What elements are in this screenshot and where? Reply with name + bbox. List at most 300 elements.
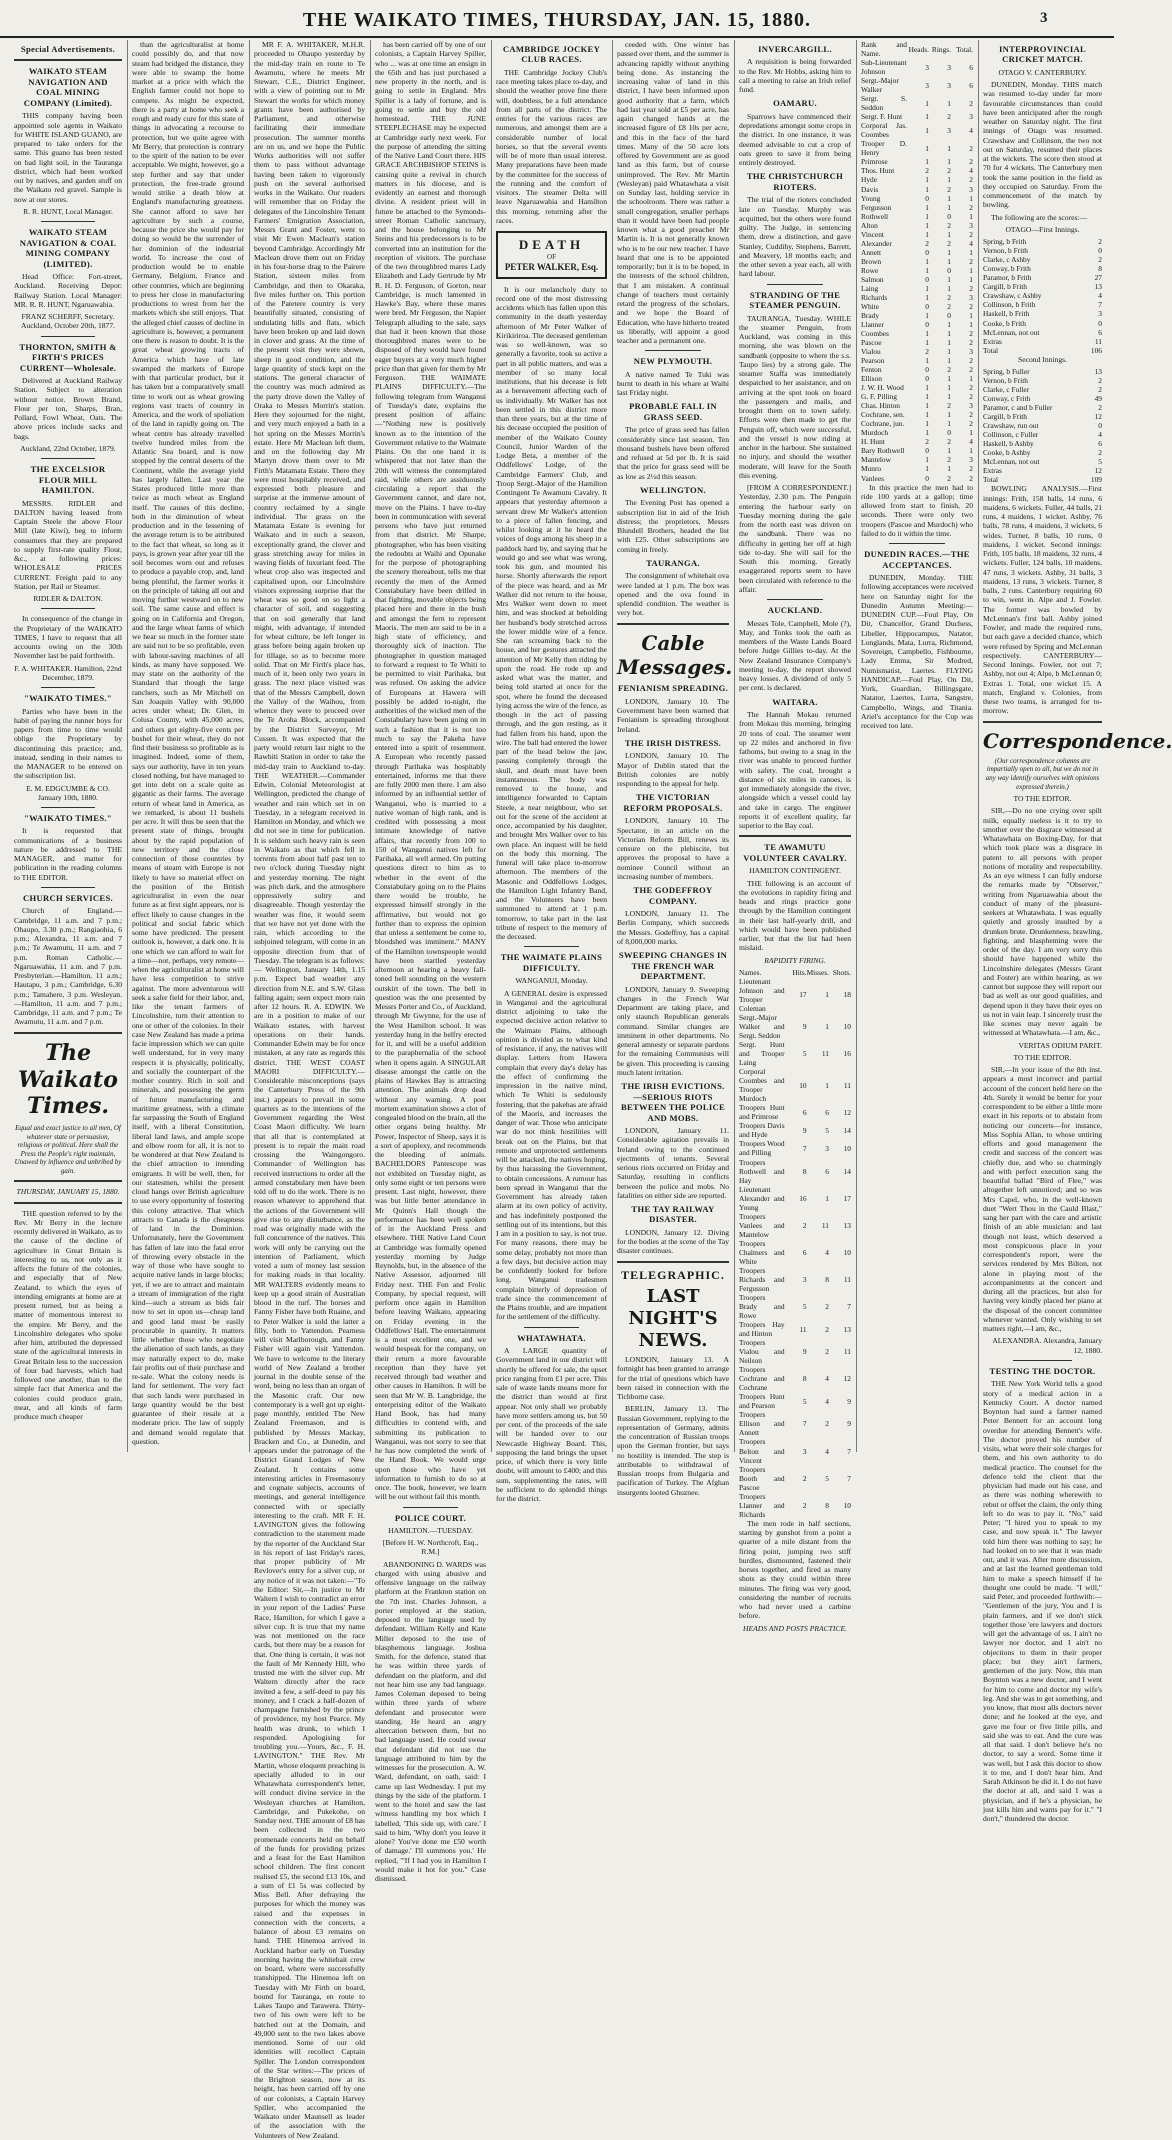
table-row xyxy=(861,112,973,121)
table-cell: 8 xyxy=(802,1166,807,1176)
table-row xyxy=(739,1320,851,1338)
table-cell: 3 xyxy=(969,401,973,411)
divider xyxy=(617,623,729,625)
table-cell: Cargill, b Frith xyxy=(983,412,1028,422)
cricket-subtitle: OTAGO V. CANTERBURY. xyxy=(998,67,1087,77)
table-row xyxy=(739,1392,851,1410)
table-cell: 6 xyxy=(825,1166,829,1176)
table-cell: 16 xyxy=(799,1193,807,1203)
table-cell: 1 xyxy=(925,202,929,212)
rapidity-firing-heading: RAPIDITY FIRING. xyxy=(764,955,826,965)
divider xyxy=(41,687,95,688)
table-cell: 1 xyxy=(825,990,829,1000)
death-name: PETER WALKER, Esq. xyxy=(504,261,599,272)
cable-body: LONDON, January 10. The Government have been warned that Fenianism is spreading throughout Ireland. xyxy=(617,696,729,734)
table-cell: Fergusson xyxy=(861,202,892,212)
table-cell: 2 xyxy=(969,392,973,402)
table-cell: Paramor, c and b Fuller xyxy=(983,403,1053,412)
table-row xyxy=(739,977,851,1013)
table-cell: Bary Rothwell xyxy=(861,446,905,456)
table-row xyxy=(861,58,973,76)
column-rule xyxy=(856,40,857,1452)
table-row xyxy=(861,185,973,194)
leader-continued: than the agriculturalist at home could possibly do, and that now steam had bridged the distance, they were able to swamp the home market at a price with which the English farmer could not hope to compete. As might be expected, there is a party at home who seek a rough and ready cure for this state of things in advocating a recourse to protection, but we quite agree with Mr Berry, that protection is contrary to the spirit of the nation to be ever acceptable. We might, however, go a step further and say that under protection, the free-trade ground would strike a death blow at England's manufacturing greatness. She cannot afford to save her agriculture by such a course, because the price she would pay for doing so would be the surrender of her dominion of the industrial world. To increase the cost of production would be to enable Germany, Belgium, France and other countries, which are beginning to press her close in manufacturing productions to wrest from her the markets which she still enjoys. That the alleged chief causes of decline in agriculture is, however, a permanent one there is reason to doubt. It is the great wheat growing tracts of America which have of late swamped the markets of Europe with that particular product, but it has taken but a comparatively small time to work out as wheat growing regions vast tracts of country in America, and the work of spoliation of the land in rapidly going on. The wheat centre has already travelled twelve hundred miles from the Atlantic Sea board, and is now stopped by the central deserts of the Continent, while the average yield has largely fallen. Last year the States produced little more than twice as much wheat as England itself. The causes of this decline, both in the diminution of wheat production and in the lessening of the average return is to be attributed to the fact that wheat, so long as it pays, is grown year after year till the soil becomes worn out and refuses to produce a payable crop, and, land being plentiful, the farmer works it on the principle of taking all out and moving further westward on to new soil. The same cause and effect is going on in California and Oregon, and the large wheat farms of which we hear so much in the former state are said not to be so profitable, even with labour-saving machines of all kinds, as many have supposed. We may state on the authority of the Standard that though the large ranchers, such as Mr Mitchell on San Joaquin Valley with 90,000 acres under wheat; Dr. Glen, in Colusa County, with 45,000 acres, and others get eighty-five cents per bushel for their wheat, they do not find their business so profitable as is imagined. Indeed, some of them, says our authority, have in ten years closed nothing, but have managed to get into debt on a scale quite as gigantic as their farms. The average return of wheat land in America, as we remarked, is about 11 bushels per acre. It will thus be seen that the present state of things, brought about by the rapid population of new territory and the close connection of those countries by means of steam with Europe is not likely to have so material effect on the position of the British agriculturalist in even the near future as at first sight appears, nor is effect likely to cause changes in the political and social fabric which some have predicted. The present outlook is, however, a dark one. It is one which we can afford to wait for a time—not, perhaps, very remote—when the agriculturalist at home will have less competition to strive against. The more adventurous will seek a safer field for their labor, and, like the tenant farmers of Lincolnshire, turn their attention to one or other of the colonies. In their case New Zealand has made a prima facie impression which we can quite well understand, for in very many respects it is physically, politically, and socially the counterpart of the mother country. Rich in soil and minerals, and possessing the germ of future manufacturing and maritime greatness, with a climate far surpassing the South of England itself, with a liberal Constitution, liberal land laws, and ample scope and elbow room for all, it is not to be wondered at that New Zealand is the chief attraction to intending emigrants. It will be well, then, for our statesmen, whilst the present cloud hangs over British agriculture to use every opportunity of fostering this colony attractive. That which attracts to Canada is the cheapness of land in the Dominion. Unfortunately, here the Government has fallen of late into the fatal error of throwing every obstacle in the way of those who have sought to acquire native lands in large blocks; yet, if we are to attract and maintain a stream of immigration of the right kind—such a stream as bids fair now to set in upon us—cheap land and good land must be easily procurable in quantity. It matters little whether those who negotiate the alienation of such lands, as they may naturally expect to do, make fair profits out of their purchase and re-sale. What the colony needs is land for settlement. The very fact that such lands were purchased in large quantity would be the best guarantee of their resale at a moderate price. The law of supply and demand would regulate that question. xyxy=(132,40,244,1446)
table-cell: 6 xyxy=(825,1107,829,1117)
table-cell: Cooke, b Ashby xyxy=(983,448,1031,458)
cable-title: SWEEPING CHANGES IN THE FRENCH WAR DEPARTMENT. xyxy=(618,950,728,982)
ad-body: THIS company having been appointed sole agents in Waikato for WHITE ISLAND GUANO, are prepared to take orders for the same. This guano has been tested on bad light soil, in the Tauranga district, which had been worked out by natives, and garden stuff on the Waikato red gravel. Sample is now at our stores. xyxy=(14,111,122,204)
church-services-title: CHURCH SERVICES. xyxy=(23,892,113,903)
table-cell: 1 xyxy=(969,247,973,257)
table-row xyxy=(739,1338,851,1365)
police-court-title: POLICE COURT. xyxy=(394,1512,467,1523)
letter-signature: VERITAS ODIUM PARIT. xyxy=(1018,1040,1102,1050)
table-row xyxy=(861,293,973,302)
police-court-body: ABANDONING D. WARDS was charged with using abusive and offensive language on the railway platform at the Frankton station on the 7th inst. Charles Johnson, a porter employed at the station, deposed to the language used by defendant. William Kelly and Kate Miller deposed to the use of blasphemous language. Joshua Smith, for the defence, stated that he was within three yards of defendant on the platform, and did not hear him use any bad language. James Coleman deposed to being within three yards of where defendant and prosecutor were standing. He heard an angry altercation between them, but no bad language used. He could swear that defendant did not use the language attributed to him by the witnesses for the prosecution. A. W. Ward, defendant, on oath, said: I came up last Wednesday. I put my things by the side of the platform. I went to the hotel and saw the last witness handling my box which I labelled, 'This side up, with care.' I said to him, 'Why don't you leave it alone? You've done me £50 worth of damage.' I'll summons you.' He replied, '"If I had you in Hamilton I would make it hot for you." Case dismissed. xyxy=(375,1559,486,1884)
table-cell: 2 xyxy=(925,437,929,447)
correspondence-heading: Correspondence. xyxy=(983,728,1172,753)
cable-title: THE VICTORIAN REFORM PROPOSALS. xyxy=(623,792,723,813)
table-cell: Alton xyxy=(861,220,878,230)
table-row xyxy=(983,319,1102,328)
table-cell: Conway, b Frith xyxy=(983,264,1031,274)
table-cell: 3 xyxy=(802,1274,807,1284)
divider xyxy=(403,1507,459,1508)
table-cell: Rothwell xyxy=(861,211,889,221)
cable-title: THE IRISH DISTRESS. xyxy=(624,737,722,748)
local-news: has been carried off by one of our colonists, a Captain Harvey Spiller, who ... was at one time an ensign in the 65th and has just purchased a new property in the north, and is going to settle in England. Mrs Spiller is a lady of fortune, and is going to settle and buy the old homestead. THE JUNE STEEPLECHASE may be expected at Cambridge early next week. For the purpose of attending the sitting of the Native Land Court there. HIS GRACE ARCHBISHOP STEINS is causing quite a revival in church matters in his diocese, and is evidently an earnest and thorough divine. A resident priest will in future be attached to the Symonds-street Roman Catholic sanctuary, and the house belonging to Mr Steins and his predecessors is to be converted into an institution for the reception of visitors. The purchase of the two throughbred mares Lady Elizabeth and Lady Gertrude by Mr R. H. D. Ferguson, of Gorton, near Cambridge, is much lamented in Hawke's Bay, where these mares were bred. Mr Ferguson, the Napier Telegraph alluding to the sale, says that had it been known that those thoroughbred mares were to be disposed of they would have found eager buyers at a very much higher price than that given for them by Mr Ferguson. THE WAIMATE PLAINS DIFFICULTY.—The following telegram from Wanganui of Tuesday's date, explains the present position of affairs:—"Nothing new is positively known as to the intention of the Government relative to the Waimate Plains. On the one hand it is whispered that not later than the 20th will witness the contemplated raid, while others are assiduously circulating a report that the Government cannot, and dare not, move on the Plains. I have to-day been in communication with several persons who have just returned from that district. Mr Sharpe, photographer, who has been visiting the redoubts at Waihi and Opunake for the purpose of photographing the scenery thereabout, tells me that recently the men of the Armed Constabulary have been drilled in that fighting, movable objects being placed here and there in the bush and amongst the fern to represent Maoris. The men are said to be in a high state of efficiency, and thoroughly sick of inaction. The photographer in question managed to forward a request to Te Whiti to be permitted to visit Parihaka, but was refused. On asking the advice of Europeans at Hawera will possibly be added to-night, the authorities of the wicked men of the Constabulary have been going on in such a fashion that it is not too much to say the Pakeha have entered into a spirit of resentment. A European who recently passed through Parihaka was hospitably entertained, informs me that there are fully 2000 men there. I am also informed by an influential settler of Wanganui, who is married to a native woman of high rank, and is credited with possessing a most intimate knowledge of native affairs, that recently from 100 to 150 of Wanganui natives left for Parihaka, all well armed. On putting questions direct to him as to whether in the event of the Constabulary going on to the Plains there would be trouble, he expressed himself strongly in the affirmative, but would not go further than to express the opinion that unless a settlement be come to, bloodshed was imminent." MANY of the Hamilton townspeople would have been startled yesterday afternoon at hearing a heavy fall-toned bell sounding on the western outskirt of the town. The bell in question was the one presented by Messrs Porter and Co., of Auckland, through Mr Gwynne, for the use of the West Hamilton school. It was yesterday hung in the belfry erected for it, and will be a useful addition to the paraphernalia of the school when it opens again. A SINGULAR disease amongst the cattle on the plains of Hawkes Bay is attracting attention. The animals drop dead without any warning. A post mortem examination shows a clot of congealed blood on the brain, all the other organs being healthy. Mr Power, Inspector of Sheep, says it is a sort of apoplexy, and recommends the bleeding of animals. BACHELDORS Pantescope was not exhibited on Tuesday night, as only some eight or ten persons were present. Last night, however, there was but little better attendance in Mr Quinn's Hall though the performance has been well spoken of in the Auckland Press and elsewhere. THE Native Land Court at Cambridge was formally opened yesterday morning by Judge Reynolds, but, in the absence of the Native Assessor, adjourned till Friday next. THE Fun and Frolic Company, by special request, will perform once again in Hamilton before leaving Waikato, appearing on Friday evening in the Oddfellows' Hall. The entertainment is a most excellent one, and we would bespeak for the company, on their return a more favourable reception than they have yet received through bad weather and other causes in Hamilton. It will be seen that Mr W. B. Langbridge, the enterprising editor of the Waikato Hand Book, has had many difficulties to contend with, and submitting its publication to Wanganui, was not sorry to see that he has now completed the work of the Hand Book. We would urge upon those who have yet information to furnish to do so at once. The book, however, we learn will be out without fail this month. xyxy=(375,40,486,1502)
table-row xyxy=(861,230,973,239)
table-cell: Pearson xyxy=(861,356,885,366)
table-cell: 2 xyxy=(947,112,951,122)
table-row xyxy=(861,464,973,473)
table-cell: 0 xyxy=(947,211,951,221)
table-row xyxy=(739,1365,851,1392)
table-cell: Sergt. F. Hunt xyxy=(861,112,903,122)
table-cell: 7 xyxy=(802,1419,807,1429)
table-cell: 1 xyxy=(925,283,929,293)
news-body: The consignment of whitebait ova were landed at 1 p.m. The box was opened and the ova found in splendid condition. The weather is very hot. xyxy=(617,571,729,618)
news-body: Messrs Tole, Campbell, Mole (?), May, and Tonks took the oath as members of the Waste Lands Board before Judge Gillies to-day. At the New Zealand Insurance Company's meeting to-day, the report showed heavy losses. A dividend of only 5 per cent. is declared. xyxy=(739,618,851,693)
table-cell: 2 xyxy=(925,347,929,357)
table-cell: 5 xyxy=(802,1396,807,1406)
table-cell: 2 xyxy=(802,1500,807,1510)
table-row xyxy=(983,337,1102,346)
table-cell: 2 xyxy=(969,175,973,185)
news-title: DUNEDIN RACES.—THE ACCEPTANCES. xyxy=(864,549,970,570)
table-cell: McLennan, not out xyxy=(983,457,1040,467)
last-nights-news-heading: LAST NIGHT'S NEWS. xyxy=(628,1286,718,1352)
news-title: OAMARU. xyxy=(773,98,817,109)
table-cell: 1 xyxy=(947,338,951,348)
table-cell: Llanner xyxy=(861,319,884,329)
heads-posts-heading: HEADS AND POSTS PRACTICE. xyxy=(742,1623,848,1633)
church-services-body: Church of England.—Cambridge, 11 a.m. and 7 p.m.; Ohaupo, 3.30 p.m.; Rangiaohia, 6 p.m.; Alexandra, 11 a.m. and 7 p.m.; Te Awamutu, 11 a.m. and 7 p.m. Roman Catholic.—Ngaruawahia, 11 a.m. and 7 p.m. Presbyterian.—Hamilton, 11 a.m.; Hautapu, 3 p.m.; Cambridge, 6.30 p.m.; Tamahere, 3 p.m. Wesleyan.—Hamilton, 11 a.m. and 7 p.m.; Cambridge, 11 a.m. and 7 p.m.; Te Awamutu, 11 a.m. and 7 p.m. xyxy=(14,906,122,1027)
divider xyxy=(41,887,95,888)
column-rule xyxy=(612,40,613,1452)
table-cell: 2 xyxy=(969,202,973,212)
table-row xyxy=(861,392,973,401)
table-cell: 1 xyxy=(925,256,929,266)
table-cell: 5 xyxy=(802,1049,807,1059)
table-cell: 9 xyxy=(847,1396,851,1406)
table-cell: 3 xyxy=(969,184,973,194)
table-header xyxy=(739,968,851,977)
column-8 xyxy=(861,40,973,1452)
table-cell: 1 xyxy=(825,1193,829,1203)
table-row xyxy=(739,1239,851,1266)
table-row xyxy=(861,338,973,347)
table-cell: 1 xyxy=(925,401,929,411)
table-header xyxy=(861,40,973,58)
notice-signature: E. M. EDGCUMBE & CO. January 10th, 1880. xyxy=(26,783,110,802)
table-row xyxy=(983,264,1102,273)
table-cell: 8 xyxy=(1098,264,1102,274)
table-cell: Sergt. S. Seddon xyxy=(861,94,907,113)
table-cell: Vialou xyxy=(861,347,881,357)
table-cell: 1 xyxy=(925,175,929,185)
table-cell: 2 xyxy=(969,283,973,293)
table-cell: White xyxy=(861,301,880,311)
table-cell: 13 xyxy=(1094,366,1102,376)
table-cell: 0 xyxy=(925,274,929,284)
waimate-body: A GENERAL desire is expressed in Wanganui and the agricultural district adjoining to take the expected decisive action relative to the Waimate Plains, although opinion is divided as to what kind of resistance, if any, the natives will display. Letters from Hawera complain that every day's delay has the effect of confirming the impression in the native mind, which Te Whiti is sedulously fostering, that the pakehas are afraid of the Maoris, and increases the danger of war. Those who anticipate war do not think hostilities will break out on the Plains, but that remote and unprotected settlements will be attacked, the natives hoping, by thus harassing the Government, to obtain concessions. A rumour has been spread in Wanganui that the Government has already taken alarm at its own policy of activity, and has indefinitely postponed the settling out of its intentions, but this I am in a position to say, is not true. For many reasons, there may be some delay, probably not more than a few days, but decisive action may be confidently looked for before long. Wanganui tradesmen complain bitterly of depression of trade since the commencement of the Plains trouble, and are impatient for the settlement of the difficulty. xyxy=(496,988,607,1322)
table-row xyxy=(861,257,973,266)
table-cell: Troopers Hay and Hinton xyxy=(739,1320,785,1339)
table-cell: Troopers Chalmers and White xyxy=(739,1238,785,1266)
table-cell: 3 xyxy=(925,62,929,72)
cricket-title: INTERPROVINCIAL CRICKET MATCH. xyxy=(998,44,1087,65)
news-body: The trial of the rioters concluded late on Tuesday. Murphy was acquitted, but the others were found guilty. The Judge, in sentencing them, drew a distinction, and gave Stanley, Cuddihy, Stephens, Barrett, and Meavery, 18 months each; and the other seven a year each, all with hard labour. xyxy=(739,195,851,279)
table-cell: 1 xyxy=(925,338,929,348)
divider xyxy=(739,835,851,837)
table-header-cell: Names. xyxy=(739,967,762,977)
table-cell: 11 xyxy=(843,1347,851,1357)
table-cell: 3 xyxy=(947,125,951,135)
table-cell: 10 xyxy=(843,1247,851,1257)
table-cell: 9 xyxy=(802,1125,807,1135)
column-7 xyxy=(739,40,851,1633)
table-cell: Troopers Richards and Fergusson xyxy=(739,1265,785,1293)
table-cell: 2 xyxy=(947,220,951,230)
table-cell: 4 xyxy=(825,1247,829,1257)
table-cell: Troopers Vialou and Neilson xyxy=(739,1338,785,1366)
table-cell: 10 xyxy=(799,1080,807,1090)
column-rule xyxy=(249,40,250,1452)
table-row xyxy=(983,457,1102,466)
table-cell: 49 xyxy=(1094,393,1102,403)
newspaper-nameplate: The Waikato Times. xyxy=(18,1039,118,1120)
table-body xyxy=(861,58,973,482)
table-cell: 1 xyxy=(969,310,973,320)
table-cell: 2 xyxy=(825,1347,829,1357)
table-cell: Sergt. Hunt and Trooper Laing xyxy=(739,1040,785,1068)
table-cell: 2 xyxy=(969,329,973,338)
table-cell: Hyde xyxy=(861,175,878,185)
letter-to: TO THE EDITOR. xyxy=(1013,1052,1072,1062)
table-cell: Troopers Davis and Hyde xyxy=(739,1121,785,1140)
table-row xyxy=(861,76,973,94)
table-cell: 2 xyxy=(969,365,973,375)
table-row xyxy=(861,239,973,248)
divider xyxy=(14,1202,122,1204)
page-number: 3 xyxy=(1040,10,1048,26)
cable-body: LONDON, January 9. Sweeping changes in the French War Department are taking place, and only staunch Republican generals command. Similar changes are imminent in other departments. No general amnesty or separate pardons for the remaining Communists will be given. This proceeding is causing much latent irritation. xyxy=(617,984,729,1077)
table-row xyxy=(739,1185,851,1212)
table-row xyxy=(983,282,1102,291)
divider xyxy=(889,543,945,544)
table-cell: Troopers Booth and Pascoe xyxy=(739,1464,785,1492)
table-cell: 5 xyxy=(802,1302,807,1311)
table-cell: 7 xyxy=(802,1143,807,1153)
table-cell: 2 xyxy=(1098,403,1102,412)
table-row xyxy=(983,403,1102,412)
column-2 xyxy=(132,40,244,1452)
cable-title: THE GODEFFROY COMPANY. xyxy=(633,885,713,906)
table-cell: 1 xyxy=(925,292,929,302)
table-cell: 0 xyxy=(925,193,929,203)
table-cell: 2 xyxy=(1098,255,1102,265)
divider xyxy=(983,721,1102,723)
table-cell: 1 xyxy=(925,383,929,393)
table-cell: 1 xyxy=(947,274,951,284)
table-row xyxy=(861,94,973,112)
table-row xyxy=(861,401,973,410)
table-cell: 1 xyxy=(947,202,951,212)
table-header-cell: Total. xyxy=(956,44,973,54)
table-cell: Crawshaw, run out xyxy=(983,421,1039,431)
table-row xyxy=(739,1158,851,1185)
table-cell: Troopers Belton and Vincent xyxy=(739,1437,785,1465)
table-row xyxy=(861,428,973,437)
table-cell: 0 xyxy=(947,265,951,275)
table-cell: 4 xyxy=(825,1374,829,1384)
table-row xyxy=(739,1121,851,1139)
table-cell: 1 xyxy=(969,211,973,221)
table-cell: 1 xyxy=(947,283,951,293)
table-cell: Crawshaw, c Ashby xyxy=(983,291,1042,301)
cable-body: LONDON, January 10. The Mayor of Dublin stated that the British colonies are nobly responding to the appeal for help. xyxy=(617,751,729,789)
table-cell: 7 xyxy=(1098,300,1102,310)
table-cell: Troopers Hunt and Primrose xyxy=(739,1103,785,1122)
innings-heading: OTAGO—First Innings. xyxy=(1005,224,1080,234)
table-cell: 6 xyxy=(802,1247,807,1257)
table-cell: Laing xyxy=(861,283,879,293)
table-cell: 1 xyxy=(925,428,929,438)
divider xyxy=(524,946,580,947)
table-cell: 1 xyxy=(947,143,951,153)
table-cell: 1 xyxy=(947,383,951,393)
table-cell: Cochrane, sen. xyxy=(861,410,905,420)
table-cell: Vanlees xyxy=(861,473,884,483)
cable-title: FENIANISM SPREADING. xyxy=(617,683,729,694)
table-row xyxy=(739,1103,851,1121)
divider xyxy=(41,807,95,808)
table-row xyxy=(861,329,973,338)
table-cell: Troopers Brady and Rowe xyxy=(739,1292,785,1321)
notice-body: In consequence of the change in the Proprietary of the WAIKATO TIMES, I have to request that all accounts owing on the 30th November last be paid forthwith. xyxy=(14,614,122,661)
news-body: TAURANGA, Tuesday. WHILE the steamer Penguin, from Auckland, was coming in this morning, she was blown on the sandbank (opposite to where the s.s. Taupo lies) by a strong gale. The steamer Staffa was immediately despatched to her assistance, and on arriving at the spot took on board the passengers and mails, and brought them on to town safely. Efforts were then made to get the Penguin off, which were successful, and the vessel is now riding at anchor in the harbour. She sustained no injury, and should the weather moderate, will leave for the South this evening. xyxy=(739,313,851,480)
table-row xyxy=(983,412,1102,421)
cable-body: LONDON, January 10. The Spectator, in an article on the Victorian Reform Bill, renews its censure on the plebiscite, but approves the proposal to have a nominee Council without an increasing number of members. xyxy=(617,816,729,881)
table-cell: Richards xyxy=(861,292,888,302)
table-cell: Ellison xyxy=(861,374,882,384)
table-body xyxy=(739,977,851,1519)
table-cell: 3 xyxy=(925,80,929,90)
table-cell: 2 xyxy=(825,1419,829,1429)
table-cell: 1 xyxy=(969,274,973,284)
table-cell: Troopers Hunt and Pearson xyxy=(739,1392,785,1411)
table-cell: 1 xyxy=(947,175,951,185)
news-body: [FROM A CORRESPONDENT.] Yesterday, 2.30 p.m. The Penguin entering the harbour early on Tuesday morning during the gale from the north east was driven on the sandbank. There was no difficulty in getting her off at high tide to-day. She will sail for the South this morning. Greatly exaggerated reports seem to have been circulated with reference to the affair. xyxy=(739,483,851,594)
table-cell: 0 xyxy=(1098,421,1102,431)
column-rule xyxy=(978,40,979,1452)
column-6 xyxy=(617,40,733,1497)
news-title: STRANDING OF THE STEAMER PENGUIN. xyxy=(749,289,841,311)
table-cell: 2 xyxy=(947,292,951,302)
table-cell: Davis xyxy=(861,184,879,194)
table-cell: 7 xyxy=(847,1473,851,1483)
divider xyxy=(767,284,823,285)
letter-signature: ALEXANDRA. Alexandra, January 12, 1880. xyxy=(992,1336,1102,1355)
leader-article: THE question referred to by the Rev. Mr Berry in the lecture recently delivered in Waikato, as to the cause of the decline of agriculture in Great Britain is interesting to us, not only as it affects the future of the colonies, and especially that of New Zealand, to which the eyes of intending emigrants at home are at present turned, but as being a matter of momentous interest to the empire. Mr Berry, and the Lincolnshire delegates who spoke after him, attributed the depressed state of the agricultural interests in Great Britain less to the succession of four bad harvests, which had followed one another, than to the simple fact that America and the colonies could produce grain, meat, and all kinds of farm produce much cheaper xyxy=(14,1208,122,1422)
table-cell: 2 xyxy=(947,437,951,447)
table-cell: 2 xyxy=(969,301,973,311)
table-cell: Haskell, b Ashby xyxy=(983,439,1034,449)
ad-signature: Auckland, 22nd October, 1879. xyxy=(20,443,116,453)
table-cell: 1 xyxy=(947,157,951,167)
table-cell: 2 xyxy=(947,455,951,465)
table-cell: 1 xyxy=(925,143,929,153)
letter-to: TO THE EDITOR. xyxy=(1013,794,1072,804)
table-cell: Annett xyxy=(861,247,882,257)
table-cell: 2 xyxy=(969,419,973,429)
police-court-magistrate: [Before H. W. Northcroft, Esq., R.M.] xyxy=(382,1538,479,1557)
divider xyxy=(14,59,122,61)
table-cell: 0 xyxy=(925,319,929,329)
first-innings-table xyxy=(983,237,1102,354)
table-row xyxy=(739,1139,851,1157)
column-rule xyxy=(370,40,371,1452)
table-cell: 17 xyxy=(799,990,807,1000)
rapidity-firing-table xyxy=(739,968,851,1519)
table-header-cell: Rank and Name. xyxy=(861,40,907,59)
table-cell: 1 xyxy=(925,184,929,194)
table-cell: 1 xyxy=(947,229,951,239)
cavalry-body: THE following is an account of the evolutions in rapidity firing and heads and rings practice gone through by the Hamilton contingent in their last half-yearly drill, and which would have been published earlier, but that the list had been mislaid. xyxy=(739,878,851,953)
table-cell: Murdoch xyxy=(861,428,889,438)
columns xyxy=(14,40,1172,2140)
table-cell: 2 xyxy=(947,184,951,194)
table-row xyxy=(983,273,1102,282)
table-cell: Haskell, b Frith xyxy=(983,309,1030,319)
table-cell: 3 xyxy=(947,62,951,72)
table-row xyxy=(861,374,973,383)
table-cell: Vernon, b Frith xyxy=(983,246,1028,256)
table-row xyxy=(983,246,1102,255)
death-body: It is our melancholy duty to record one of the most distressing accidents which has fallen upon this community in the death yesterday afternoon of Mr Peter Walker of Kirikiriroa. The deceased gentleman was so well-known, was so generally a favorite, took so active a part in all public matters, and was a member of so many local institutions, that his decease is felt as a bereavement affecting each of us individually. Mr Walker has not been settled in this district more than three years, but at the time of his decease occupied the position of member of the Waikato County Council, Junior Warden of the Lodge Beta, a member of the Oddfellows' Lodge, of the Cambridge Farmers' Club, and Troop Sergt.-Major of the Hamilton Contingent Te Awamutu Cavalry. It appears that yesterday afternoon a servant drew Mr Walker's attention to a piece of fallen fencing, and whilst looking at it he heard the voices of dogs among his sheep in a paddock hard by, and saying that he would go and see what was wrong, took his gun, and mounted his horse. Shortly afterwards the report of the piece was heard, and as Mr Walker did not return to the house, Mrs Walker went down to meet him, and was shocked at beholding her husband's body stretched across the lower middle wire of a fence. She ran screaming back to the house, and her gestures attracted the attention of Mr Kelly then riding by upon the road. He rode up and asked what was the matter, and being told started at once for the spot, where he found the deceased lying across the wire of the fence, as though in the act of passing through, and the gun resting, as it had fallen from his hand, upon the wire. The ball had entered the lower part of the head below the jaw, passing completely through the skull, and death must have been instantaneous. The body was removed to the house, and intelligence forwarded to Captain Steele, a near neighbour, who set out for the scene of the accident at once, accompanied by his daughter, and brought Mrs Walker over to his own place. An inquest will be held on the body this morning. The funeral will take place to-morrow afternoon. The members of the Masonic and Oddfellows Lodges, the Hamilton Light Infantry Band, and the Volunteers have been summoned to attend at 1 p.m. tomorrow, to take part in the last tribute of respect to the memory of the deceased. xyxy=(496,284,607,942)
table-cell: 1 xyxy=(947,247,951,257)
column-rule xyxy=(734,40,735,1452)
news-title: TAURANGA. xyxy=(646,557,700,568)
table-cell: 1 xyxy=(825,1022,829,1032)
table-cell: 1 xyxy=(925,455,929,465)
table-row xyxy=(861,157,973,166)
telegram-body: LONDON, January 13. A fortnight has been granted to arrange for the trial of questions which have been raised in connection with the Tichborne case. xyxy=(617,1355,729,1402)
table-row xyxy=(861,356,973,365)
table-cell: Pascoe xyxy=(861,338,882,348)
table-cell: 16 xyxy=(843,1049,851,1059)
table-row xyxy=(861,383,973,392)
table-cell: 1 xyxy=(925,464,929,474)
telegraphic-heading: TELEGRAPHIC. xyxy=(621,1267,725,1282)
table-cell: 1 xyxy=(947,446,951,456)
page-title: THE WAIKATO TIMES, THURSDAY, JAN. 15, 1880. xyxy=(302,9,812,31)
table-row xyxy=(861,248,973,257)
table-cell: 11 xyxy=(821,1049,829,1059)
table-cell: Collinson, b Frith xyxy=(983,300,1036,310)
table-cell: 11 xyxy=(821,1220,829,1230)
table-cell: 11 xyxy=(843,1274,851,1284)
table-cell: 2 xyxy=(947,301,951,311)
table-header-cell: Misses. xyxy=(806,967,829,977)
table-cell: 3 xyxy=(825,1143,829,1153)
table-cell: 1 xyxy=(947,464,951,474)
table-row xyxy=(861,203,973,212)
table-cell: 2 xyxy=(969,338,973,348)
table-row xyxy=(861,365,973,374)
table-cell: 10 xyxy=(843,1143,851,1153)
table-cell: 6 xyxy=(1098,439,1102,449)
divider xyxy=(14,1032,122,1034)
notice-body: It is requested that communications of a business nature be addressed to THE MANAGER, and matter for publication in the reading columns to THE EDITOR. xyxy=(14,826,122,882)
table-cell: 2 xyxy=(969,256,973,266)
table-cell: 1 xyxy=(947,347,951,357)
table-row xyxy=(983,430,1102,439)
table-row xyxy=(739,1492,851,1519)
table-header-cell: Heads. xyxy=(908,44,929,54)
table-cell: H. Hunt xyxy=(861,437,885,447)
divider xyxy=(645,350,701,351)
motto: Equal and exact justice to all men, Of whatever state or persuasion, religious or political. Here shall the Press the People's right maintain, Unawed by influence and unbribed by gain. xyxy=(14,1124,122,1175)
table-row xyxy=(739,1437,851,1464)
table-cell: Clarke, c Fuller xyxy=(983,384,1030,394)
table-cell: J. W. H. Wood xyxy=(861,383,904,393)
table-row xyxy=(861,175,973,184)
table-cell: Troopers Rothwell and Hay xyxy=(739,1157,785,1185)
table-cell: 1 xyxy=(969,319,973,329)
table-cell: 3 xyxy=(969,220,973,230)
table-cell: 4 xyxy=(969,125,973,135)
table-cell: 2 xyxy=(969,157,973,167)
table-body xyxy=(983,367,1102,484)
table-cell: 14 xyxy=(843,1125,851,1135)
table-cell: Coombes xyxy=(861,329,889,338)
table-cell: 27 xyxy=(1094,273,1102,283)
column-rule xyxy=(491,40,492,1452)
table-cell: Troopers Vanlees and Mantelow xyxy=(739,1211,785,1239)
table-cell: Corporal Jas. Coombes xyxy=(861,121,907,140)
notice-title: "WAIKATO TIMES." xyxy=(24,693,112,704)
news-title: WELLINGTON. xyxy=(640,484,706,495)
table-cell: Munro xyxy=(861,464,882,474)
table-cell: Rowe xyxy=(861,265,879,275)
table-row xyxy=(739,1067,851,1103)
table-row xyxy=(861,320,973,329)
table-cell: Lieutenant Johnson and Trooper Coleman xyxy=(739,976,785,1013)
table-cell: 0 xyxy=(925,365,929,375)
table-row xyxy=(983,385,1102,394)
